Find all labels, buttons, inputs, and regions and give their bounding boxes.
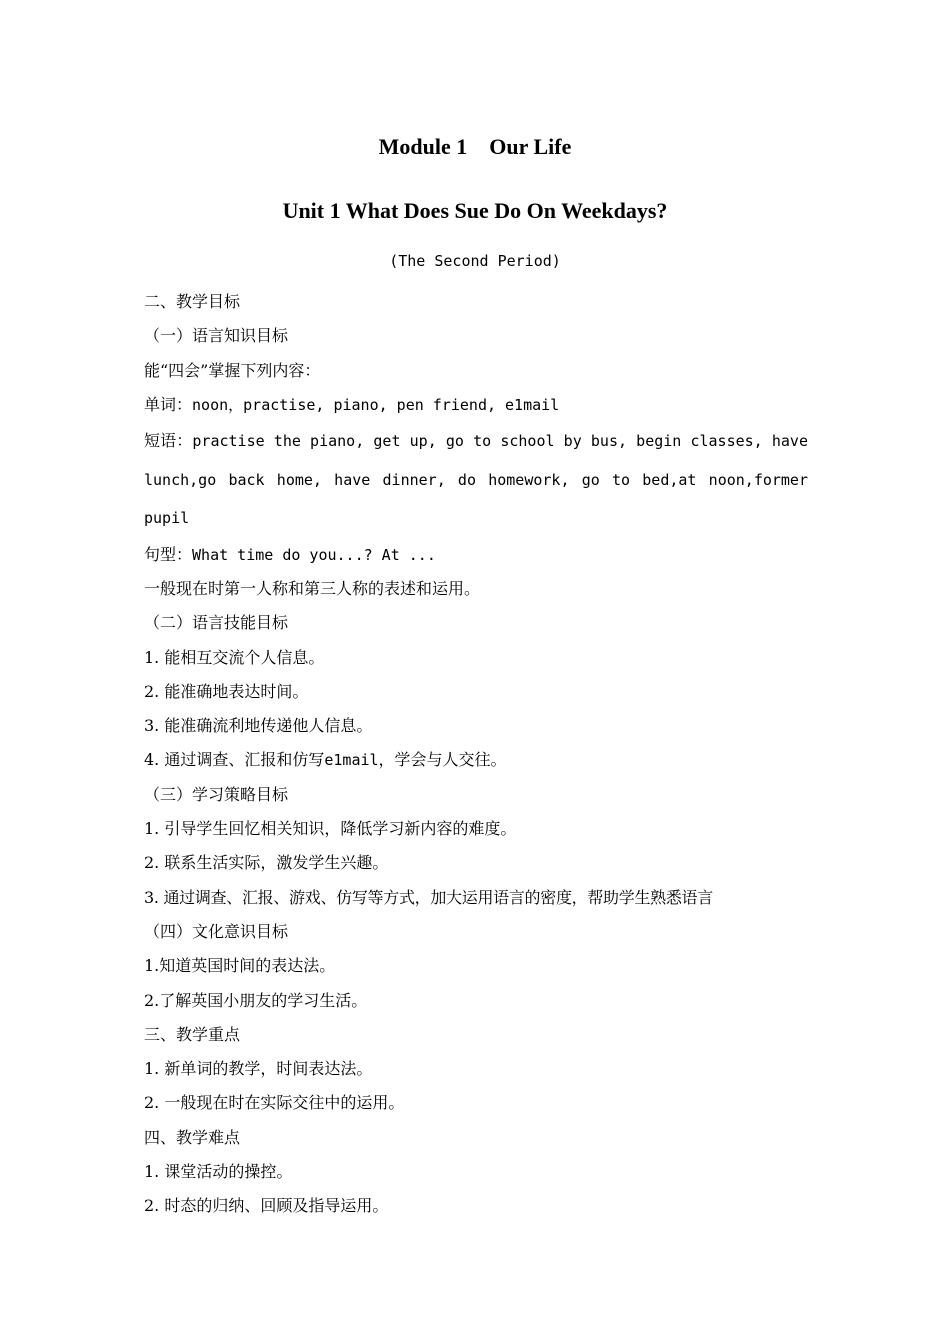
list-item: 2. 一般现在时在实际交往中的运用。 <box>144 1093 405 1113</box>
list-item: 1. 课堂活动的操控。 <box>144 1162 293 1182</box>
unit-title: Unit 1 What Does Sue Do On Weekdays? <box>282 198 668 223</box>
subsection-heading-strategy: （三）学习策略目标 <box>144 784 289 804</box>
subsection-heading-skills: （二）语言技能目标 <box>144 613 289 633</box>
grammar-line: 一般现在时第一人称和第三人称的表述和运用。 <box>144 578 481 598</box>
list-item: 2. 能准确地表达时间。 <box>144 681 309 701</box>
list-item: 2. 联系生活实际，激发学生兴趣。 <box>144 853 389 873</box>
module-title: Module 1 Our Life <box>378 134 572 159</box>
section-heading-objectives: 二、教学目标 <box>144 292 241 311</box>
section-heading-difficulties: 四、教学难点 <box>144 1127 241 1147</box>
sentence-text: What time do you...? At ... <box>192 545 436 564</box>
knowledge-intro: 能“四会”掌握下列内容： <box>144 360 321 380</box>
list-item: 1. 能相互交流个人信息。 <box>144 647 325 667</box>
list-item: 2. 时态的归纳、回顾及指导运用。 <box>144 1196 389 1216</box>
document-body <box>144 285 808 1224</box>
words-line <box>144 388 808 422</box>
list-item: 1. 引导学生回忆相关知识，降低学习新内容的难度。 <box>144 819 517 839</box>
sentence-line <box>144 538 808 572</box>
phrases-text: practise the piano, get up, go to school by bus, begin classes, have lunch,go back home, have dinner, do homework, go to bed,at noon,former pupil <box>144 432 808 528</box>
section-heading-key-points: 三、教学重点 <box>144 1024 241 1044</box>
list-item <box>144 743 808 777</box>
subsection-heading-culture: （四）文化意识目标 <box>144 921 289 941</box>
list-item: 3. 通过调查、汇报、游戏、仿写等方式，加大运用语言的密度，帮助学生熟悉语言 <box>144 887 713 907</box>
list-item: 1.知道英国时间的表达法。 <box>144 956 336 976</box>
list-item: 1. 新单词的教学，时间表达法。 <box>144 1059 373 1079</box>
period-subtitle: (The Second Period) <box>389 252 561 270</box>
words-text: noon，practise, piano, pen friend, e1mail <box>192 395 560 414</box>
list-item-text: ，学会与人交往。 <box>378 750 507 770</box>
list-item: 2.了解英国小朋友的学习生活。 <box>144 990 368 1010</box>
list-item-mono: e1mail <box>324 751 379 770</box>
list-item: 3. 能准确流利地传递他人信息。 <box>144 716 373 736</box>
words-label: 单词： <box>144 394 193 414</box>
subsection-heading-knowledge: （一）语言知识目标 <box>144 326 289 346</box>
sentence-label: 句型： <box>144 544 193 564</box>
list-item-text: 4. 通过调查、汇报和仿写 <box>144 750 325 770</box>
phrases-paragraph <box>144 422 808 538</box>
phrases-label: 短语： <box>144 431 193 451</box>
